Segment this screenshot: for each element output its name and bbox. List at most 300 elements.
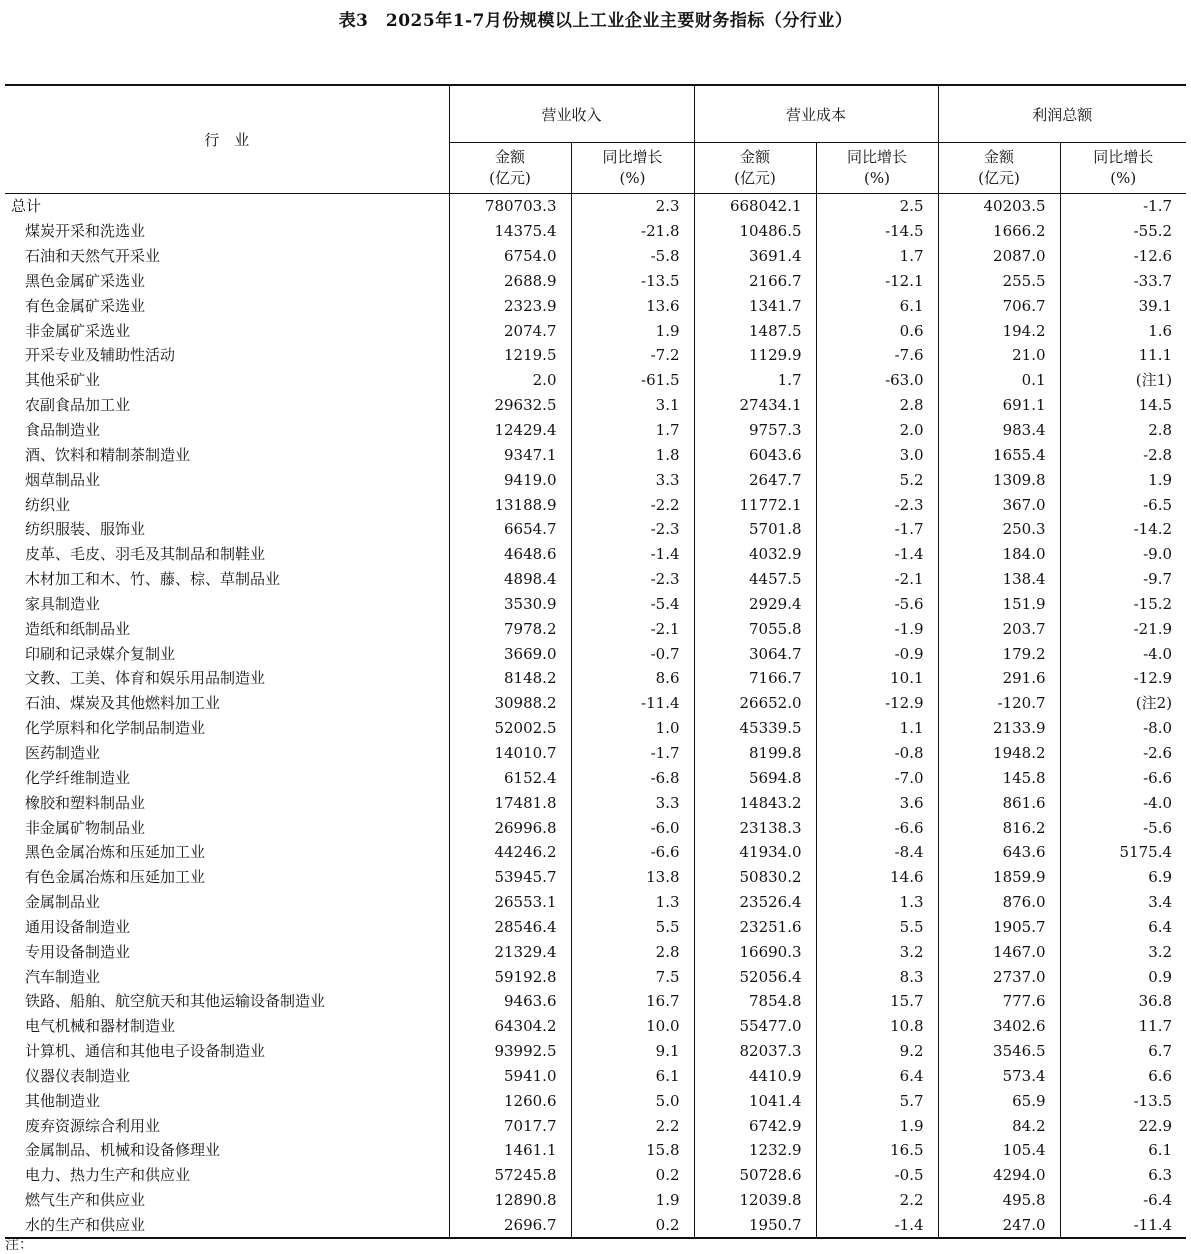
revenue-amount-cell: 9347.1 — [449, 442, 571, 467]
industry-name: 有色金属冶炼和压延加工业 — [5, 865, 449, 890]
table-row — [5, 616, 1186, 641]
cost-growth-cell: 0.6 — [816, 318, 938, 343]
industry-name: 食品制造业 — [5, 418, 449, 443]
revenue-amount-cell: 12890.8 — [449, 1188, 571, 1213]
table-row — [5, 343, 1186, 368]
cost-growth-cell: -5.6 — [816, 592, 938, 617]
revenue-growth-cell: -61.5 — [571, 368, 694, 393]
profit-growth-cell: 14.5 — [1138, 396, 1173, 415]
table-row — [5, 442, 1186, 467]
revenue-growth-cell: -2.3 — [571, 567, 694, 592]
profit-growth-cell: 22.9 — [1138, 1116, 1173, 1135]
cost-growth-cell: 1.9 — [816, 1113, 938, 1138]
profit-growth-cell: -15.2 — [1133, 594, 1173, 613]
revenue-amount-cell: 64304.2 — [449, 1014, 571, 1039]
industry-name: 化学原料和化学制品制造业 — [5, 716, 449, 741]
revenue-growth-cell: 3.3 — [571, 467, 694, 492]
cost-growth-header: 同比增长 (%) — [816, 143, 938, 194]
profit-growth-cell: 11.1 — [1138, 346, 1173, 365]
industry-name: 开采专业及辅助性活动 — [5, 343, 449, 368]
profit-amount-cell: 0.1 — [938, 368, 1060, 393]
revenue-amount-cell: 7017.7 — [449, 1113, 571, 1138]
cost-amount-cell: 27434.1 — [694, 393, 816, 418]
cost-growth-cell: 6.1 — [816, 293, 938, 318]
profit-growth-cell: 2.8 — [1148, 421, 1173, 440]
cost-growth-cell: 1.7 — [816, 244, 938, 269]
revenue-growth-cell: 10.0 — [571, 1014, 694, 1039]
profit-growth-cell: 0.9 — [1148, 967, 1173, 986]
cost-growth-cell: 16.5 — [816, 1138, 938, 1163]
revenue-amount-cell: 1461.1 — [449, 1138, 571, 1163]
profit-amount-cell: 691.1 — [938, 393, 1060, 418]
profit-growth-cell: 1.9 — [1148, 470, 1173, 489]
revenue-growth-cell: 9.1 — [571, 1039, 694, 1064]
profit-growth-cell: -13.5 — [1133, 1091, 1173, 1110]
profit-amount-cell: 138.4 — [938, 567, 1060, 592]
revenue-amount-cell: 3669.0 — [449, 641, 571, 666]
profit-growth-cell: -6.5 — [1143, 495, 1173, 514]
industry-name: 造纸和纸制品业 — [5, 616, 449, 641]
industry-name: 计算机、通信和其他电子设备制造业 — [5, 1039, 449, 1064]
revenue-growth-cell: 0.2 — [571, 1163, 694, 1188]
cost-growth-cell: 8.3 — [816, 964, 938, 989]
profit-amount-cell: 983.4 — [938, 418, 1060, 443]
profit-growth-cell: -2.6 — [1143, 743, 1173, 762]
revenue-growth-cell: 13.6 — [571, 293, 694, 318]
table-row — [5, 1213, 1186, 1239]
cost-growth-cell: -0.9 — [816, 641, 938, 666]
table-row — [5, 1039, 1186, 1064]
revenue-amount-cell: 9419.0 — [449, 467, 571, 492]
cost-amount-cell: 6742.9 — [694, 1113, 816, 1138]
revenue-growth-cell: 3.1 — [571, 393, 694, 418]
revenue-amount-cell: 6754.0 — [449, 244, 571, 269]
revenue-amount-cell: 12429.4 — [449, 418, 571, 443]
cost-amount-cell: 50830.2 — [694, 865, 816, 890]
table-body — [5, 194, 1186, 1239]
profit-amount-cell: 4294.0 — [938, 1163, 1060, 1188]
cost-growth-cell: -0.5 — [816, 1163, 938, 1188]
profit-growth-cell: -6.4 — [1143, 1191, 1173, 1210]
profit-growth-cell: -4.0 — [1143, 644, 1173, 663]
revenue-growth-cell: -5.4 — [571, 592, 694, 617]
revenue-growth-header: 同比增长 (%) — [571, 143, 694, 194]
profit-growth-cell: 11.7 — [1138, 1017, 1173, 1036]
revenue-growth-cell: 1.9 — [571, 318, 694, 343]
cost-growth-cell: 5.5 — [816, 914, 938, 939]
revenue-growth-cell: -6.8 — [571, 765, 694, 790]
cost-amount-cell: 55477.0 — [694, 1014, 816, 1039]
profit-growth-cell: -1.7 — [1143, 197, 1173, 216]
revenue-group-header: 营业收入 — [449, 85, 694, 143]
table-row — [5, 542, 1186, 567]
cost-amount-cell: 10486.5 — [694, 219, 816, 244]
cost-growth-cell: 6.4 — [816, 1064, 938, 1089]
revenue-growth-cell: -2.2 — [571, 492, 694, 517]
revenue-growth-cell: 1.3 — [571, 890, 694, 915]
profit-amount-cell: 706.7 — [938, 293, 1060, 318]
industry-name: 酒、饮料和精制茶制造业 — [5, 442, 449, 467]
revenue-amount-cell: 52002.5 — [449, 716, 571, 741]
cost-amount-cell: 1.7 — [694, 368, 816, 393]
table-row — [5, 567, 1186, 592]
revenue-growth-cell: 1.7 — [571, 418, 694, 443]
cost-growth-cell: -2.3 — [816, 492, 938, 517]
profit-growth-cell: 6.7 — [1148, 1042, 1173, 1061]
table-row — [5, 293, 1186, 318]
revenue-growth-cell: -6.6 — [571, 840, 694, 865]
revenue-growth-cell: -11.4 — [571, 691, 694, 716]
table-title: 表3 2025年1-7月份规模以上工业企业主要财务指标（分行业） — [338, 11, 853, 31]
profit-amount-cell: 495.8 — [938, 1188, 1060, 1213]
profit-growth-cell: 6.1 — [1148, 1141, 1173, 1160]
cost-amount-cell: 41934.0 — [694, 840, 816, 865]
revenue-amount-cell: 53945.7 — [449, 865, 571, 890]
profit-amount-cell: 861.6 — [938, 790, 1060, 815]
cost-amount-cell: 4410.9 — [694, 1064, 816, 1089]
cost-growth-cell: -8.4 — [816, 840, 938, 865]
industry-name: 金属制品、机械和设备修理业 — [5, 1138, 449, 1163]
profit-growth-cell: -12.6 — [1133, 247, 1173, 266]
profit-amount-cell: 2737.0 — [938, 964, 1060, 989]
cost-amount-cell: 1232.9 — [694, 1138, 816, 1163]
cost-amount-cell: 9757.3 — [694, 418, 816, 443]
profit-growth-cell: -11.4 — [1060, 1213, 1186, 1239]
profit-amount-cell: 777.6 — [938, 989, 1060, 1014]
industry-name: 烟草制品业 — [5, 467, 449, 492]
revenue-growth-cell: 2.3 — [571, 194, 694, 219]
revenue-growth-cell: 1.8 — [571, 442, 694, 467]
profit-amount-cell: 1859.9 — [938, 865, 1060, 890]
revenue-amount-cell: 2323.9 — [449, 293, 571, 318]
industry-name: 纺织服装、服饰业 — [5, 517, 449, 542]
cost-amount-cell: 4457.5 — [694, 567, 816, 592]
profit-growth-cell: -8.0 — [1143, 719, 1173, 738]
industry-name: 化学纤维制造业 — [5, 765, 449, 790]
cost-group-header: 营业成本 — [694, 85, 938, 143]
revenue-growth-cell: 2.2 — [571, 1113, 694, 1138]
revenue-growth-cell: 2.8 — [571, 939, 694, 964]
revenue-amount-cell: 2696.7 — [449, 1213, 571, 1239]
cost-amount-cell: 4032.9 — [694, 542, 816, 567]
profit-growth-cell: 6.6 — [1148, 1066, 1173, 1085]
industry-name: 水的生产和供应业 — [5, 1213, 449, 1239]
revenue-growth-cell: 5.5 — [571, 914, 694, 939]
cost-growth-cell: -1.7 — [816, 517, 938, 542]
revenue-amount-cell: 7978.2 — [449, 616, 571, 641]
cost-amount-cell: 6043.6 — [694, 442, 816, 467]
table-row — [5, 765, 1186, 790]
profit-growth-cell: -55.2 — [1133, 222, 1173, 241]
profit-amount-cell: 203.7 — [938, 616, 1060, 641]
revenue-amount-cell: 57245.8 — [449, 1163, 571, 1188]
revenue-growth-cell: 16.7 — [571, 989, 694, 1014]
table-row — [5, 641, 1186, 666]
revenue-amount-cell: 6152.4 — [449, 765, 571, 790]
revenue-growth-cell: 8.6 — [571, 666, 694, 691]
footnote: 注： — [5, 1237, 33, 1253]
industry-name: 木材加工和木、竹、藤、棕、草制品业 — [5, 567, 449, 592]
industry-name: 其他制造业 — [5, 1088, 449, 1113]
cost-growth-cell: -7.0 — [816, 765, 938, 790]
revenue-growth-cell: 3.3 — [571, 790, 694, 815]
industry-name: 金属制品业 — [5, 890, 449, 915]
profit-amount-cell: 816.2 — [938, 815, 1060, 840]
industry-name: 总计 — [5, 194, 449, 219]
profit-growth-cell: 6.4 — [1148, 917, 1173, 936]
revenue-amount-cell: 1219.5 — [449, 343, 571, 368]
profit-growth-cell: 36.8 — [1138, 992, 1173, 1011]
cost-amount-cell: 23251.6 — [694, 914, 816, 939]
profit-amount-cell: 1666.2 — [938, 219, 1060, 244]
table-row — [5, 1064, 1186, 1089]
revenue-growth-cell: 5.0 — [571, 1088, 694, 1113]
industry-name: 黑色金属矿采选业 — [5, 269, 449, 294]
industry-name: 橡胶和塑料制品业 — [5, 790, 449, 815]
industry-name: 皮革、毛皮、羽毛及其制品和制鞋业 — [5, 542, 449, 567]
revenue-amount-cell: 14010.7 — [449, 741, 571, 766]
cost-amount-cell: 7055.8 — [694, 616, 816, 641]
industry-name: 废弃资源综合利用业 — [5, 1113, 449, 1138]
industry-name: 非金属矿采选业 — [5, 318, 449, 343]
table-row — [5, 989, 1186, 1014]
table-row — [5, 219, 1186, 244]
revenue-amount-cell: 3530.9 — [449, 592, 571, 617]
revenue-growth-cell: -1.4 — [571, 542, 694, 567]
revenue-growth-cell: 13.8 — [571, 865, 694, 890]
revenue-growth-cell: 6.1 — [571, 1064, 694, 1089]
table-row — [5, 318, 1186, 343]
cost-growth-cell: 5.2 — [816, 467, 938, 492]
profit-growth-cell: -21.9 — [1133, 619, 1173, 638]
profit-amount-cell: 84.2 — [938, 1113, 1060, 1138]
revenue-amount-cell: 26996.8 — [449, 815, 571, 840]
cost-growth-cell: -0.8 — [816, 741, 938, 766]
revenue-growth-cell: -0.7 — [571, 641, 694, 666]
industry-name: 通用设备制造业 — [5, 914, 449, 939]
industry-name: 仪器仪表制造业 — [5, 1064, 449, 1089]
profit-growth-cell: 6.3 — [1148, 1166, 1173, 1185]
table-row — [5, 914, 1186, 939]
revenue-growth-cell: -6.0 — [571, 815, 694, 840]
revenue-amount-cell: 29632.5 — [449, 393, 571, 418]
cost-growth-cell: -14.5 — [816, 219, 938, 244]
profit-amount-cell: 573.4 — [938, 1064, 1060, 1089]
revenue-amount-cell: 6654.7 — [449, 517, 571, 542]
industry-name: 其他采矿业 — [5, 368, 449, 393]
profit-amount-cell: 1467.0 — [938, 939, 1060, 964]
profit-growth-cell: -33.7 — [1133, 271, 1173, 290]
profit-amount-cell: 145.8 — [938, 765, 1060, 790]
profit-growth-cell: (注1) — [1135, 371, 1173, 390]
revenue-amount-cell: 4898.4 — [449, 567, 571, 592]
revenue-amount-cell: 4648.6 — [449, 542, 571, 567]
table-row — [5, 244, 1186, 269]
revenue-amount-cell: 9463.6 — [449, 989, 571, 1014]
profit-amount-cell: 1309.8 — [938, 467, 1060, 492]
profit-growth-cell: -9.0 — [1143, 545, 1173, 564]
profit-growth-cell: -2.8 — [1143, 445, 1173, 464]
table-row — [5, 492, 1186, 517]
table-row — [5, 467, 1186, 492]
revenue-amount-cell: 26553.1 — [449, 890, 571, 915]
cost-amount-cell: 14843.2 — [694, 790, 816, 815]
revenue-amount-header: 金额 (亿元) — [449, 143, 571, 194]
revenue-growth-cell: -1.7 — [571, 741, 694, 766]
industry-name: 电气机械和器材制造业 — [5, 1014, 449, 1039]
table-row — [5, 964, 1186, 989]
table-row — [5, 741, 1186, 766]
cost-amount-cell: 7854.8 — [694, 989, 816, 1014]
cost-amount-cell: 52056.4 — [694, 964, 816, 989]
cost-growth-cell: 2.5 — [816, 194, 938, 219]
industry-name: 石油、煤炭及其他燃料加工业 — [5, 691, 449, 716]
financial-table-container — [5, 84, 1186, 1239]
cost-growth-cell: 1.1 — [816, 716, 938, 741]
table-row — [5, 790, 1186, 815]
financial-table — [5, 84, 1186, 1239]
table-row — [5, 939, 1186, 964]
industry-name: 铁路、船舶、航空航天和其他运输设备制造业 — [5, 989, 449, 1014]
profit-amount-cell: 250.3 — [938, 517, 1060, 542]
cost-amount-header: 金额 (亿元) — [694, 143, 816, 194]
profit-amount-cell: 21.0 — [938, 343, 1060, 368]
cost-amount-cell: 2929.4 — [694, 592, 816, 617]
profit-amount-cell: 643.6 — [938, 840, 1060, 865]
revenue-amount-cell: 21329.4 — [449, 939, 571, 964]
profit-amount-cell: 3402.6 — [938, 1014, 1060, 1039]
table-row — [5, 393, 1186, 418]
table-row — [5, 517, 1186, 542]
profit-amount-cell: 151.9 — [938, 592, 1060, 617]
cost-growth-cell: 1.3 — [816, 890, 938, 915]
profit-growth-cell: 3.2 — [1148, 942, 1173, 961]
industry-name: 电力、热力生产和供应业 — [5, 1163, 449, 1188]
profit-amount-cell: 255.5 — [938, 269, 1060, 294]
cost-growth-cell: -7.6 — [816, 343, 938, 368]
table-row — [5, 269, 1186, 294]
industry-name: 医药制造业 — [5, 741, 449, 766]
profit-growth-cell: -5.6 — [1143, 818, 1173, 837]
profit-group-header: 利润总额 — [938, 85, 1186, 143]
cost-amount-cell: 23138.3 — [694, 815, 816, 840]
industry-header: 行 业 — [5, 85, 449, 194]
industry-name: 有色金属矿采选业 — [5, 293, 449, 318]
revenue-growth-cell: 1.9 — [571, 1188, 694, 1213]
cost-amount-cell: 23526.4 — [694, 890, 816, 915]
profit-amount-cell: 40203.5 — [938, 194, 1060, 219]
cost-amount-cell: 7166.7 — [694, 666, 816, 691]
revenue-amount-cell: 780703.3 — [449, 194, 571, 219]
industry-name: 汽车制造业 — [5, 964, 449, 989]
cost-growth-cell: -6.6 — [816, 815, 938, 840]
profit-growth-header: 同比增长 (%) — [1060, 143, 1186, 194]
revenue-growth-cell: -5.8 — [571, 244, 694, 269]
table-row — [5, 890, 1186, 915]
profit-growth-cell: 1.6 — [1148, 321, 1173, 340]
revenue-amount-cell: 8148.2 — [449, 666, 571, 691]
cost-amount-cell: 3691.4 — [694, 244, 816, 269]
revenue-amount-cell: 44246.2 — [449, 840, 571, 865]
cost-growth-cell: -1.4 — [816, 1213, 938, 1239]
cost-growth-cell: 3.0 — [816, 442, 938, 467]
cost-amount-cell: 2647.7 — [694, 467, 816, 492]
revenue-amount-cell: 28546.4 — [449, 914, 571, 939]
cost-amount-cell: 668042.1 — [694, 194, 816, 219]
cost-amount-cell: 5701.8 — [694, 517, 816, 542]
cost-growth-cell: 2.2 — [816, 1188, 938, 1213]
industry-name: 家具制造业 — [5, 592, 449, 617]
table-row — [5, 840, 1186, 865]
profit-growth-cell: -6.6 — [1143, 768, 1173, 787]
revenue-growth-cell: -2.1 — [571, 616, 694, 641]
profit-amount-cell: 1948.2 — [938, 741, 1060, 766]
profit-growth-cell: 39.1 — [1138, 296, 1173, 315]
cost-growth-cell: 3.6 — [816, 790, 938, 815]
cost-growth-cell: -63.0 — [816, 368, 938, 393]
table-row — [5, 1014, 1186, 1039]
table-header — [5, 85, 1186, 194]
cost-amount-cell: 82037.3 — [694, 1039, 816, 1064]
revenue-growth-cell: -7.2 — [571, 343, 694, 368]
cost-amount-cell: 1487.5 — [694, 318, 816, 343]
cost-amount-cell: 1129.9 — [694, 343, 816, 368]
profit-amount-cell: 105.4 — [938, 1138, 1060, 1163]
cost-growth-cell: -1.4 — [816, 542, 938, 567]
cost-growth-cell: 14.6 — [816, 865, 938, 890]
table-row — [5, 666, 1186, 691]
profit-amount-header: 金额 (亿元) — [938, 143, 1060, 194]
profit-growth-cell: -4.0 — [1143, 793, 1173, 812]
cost-growth-cell: 5.7 — [816, 1088, 938, 1113]
cost-amount-cell: 16690.3 — [694, 939, 816, 964]
revenue-growth-cell: 1.0 — [571, 716, 694, 741]
profit-amount-cell: 3546.5 — [938, 1039, 1060, 1064]
profit-growth-cell: -12.9 — [1133, 669, 1173, 688]
revenue-growth-cell: -13.5 — [571, 269, 694, 294]
cost-growth-cell: -2.1 — [816, 567, 938, 592]
cost-amount-cell: 1950.7 — [694, 1213, 816, 1239]
cost-amount-cell: 8199.8 — [694, 741, 816, 766]
industry-name: 农副食品加工业 — [5, 393, 449, 418]
revenue-growth-cell: 15.8 — [571, 1138, 694, 1163]
cost-growth-cell: 3.2 — [816, 939, 938, 964]
cost-amount-cell: 1341.7 — [694, 293, 816, 318]
profit-amount-cell: 1655.4 — [938, 442, 1060, 467]
industry-name: 煤炭开采和洗选业 — [5, 219, 449, 244]
profit-growth-cell: (注2) — [1135, 694, 1173, 713]
table-row — [5, 194, 1186, 219]
profit-growth-cell: 3.4 — [1148, 893, 1173, 912]
profit-amount-cell: 1905.7 — [938, 914, 1060, 939]
industry-name: 黑色金属冶炼和压延加工业 — [5, 840, 449, 865]
profit-growth-cell: -9.7 — [1143, 570, 1173, 589]
table-row — [5, 1163, 1186, 1188]
table-row — [5, 592, 1186, 617]
cost-growth-cell: 2.8 — [816, 393, 938, 418]
cost-growth-cell: 15.7 — [816, 989, 938, 1014]
revenue-amount-cell: 30988.2 — [449, 691, 571, 716]
table-row — [5, 368, 1186, 393]
cost-amount-cell: 45339.5 — [694, 716, 816, 741]
cost-amount-cell: 2166.7 — [694, 269, 816, 294]
revenue-amount-cell: 5941.0 — [449, 1064, 571, 1089]
cost-amount-cell: 11772.1 — [694, 492, 816, 517]
revenue-amount-cell: 1260.6 — [449, 1088, 571, 1113]
table-row — [5, 815, 1186, 840]
revenue-amount-cell: 59192.8 — [449, 964, 571, 989]
profit-amount-cell: 247.0 — [938, 1213, 1060, 1239]
